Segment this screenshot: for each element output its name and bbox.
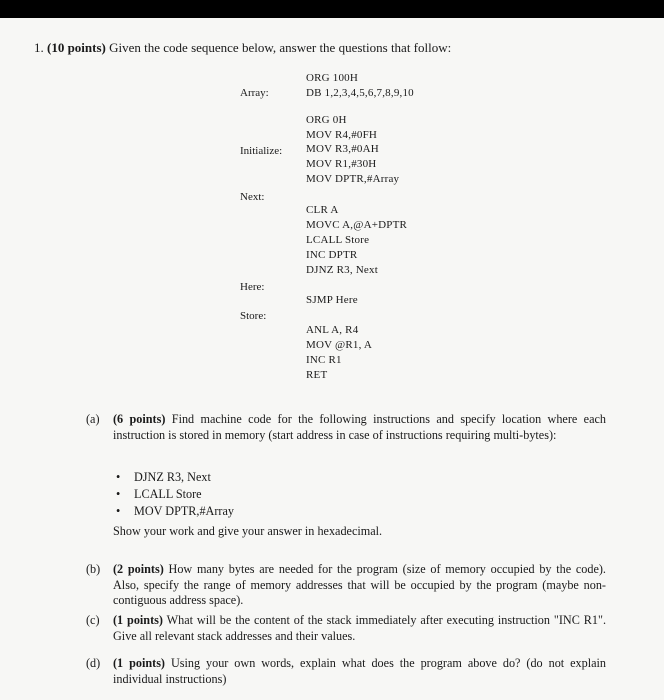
code-line: ANL A, R4 <box>306 324 359 336</box>
code-label-store: Store: <box>240 310 267 322</box>
part-a-bullet <box>116 487 202 502</box>
bullet-text: DJNZ R3, Next <box>134 470 211 484</box>
bullet-icon: • <box>116 487 121 501</box>
code-line: SJMP Here <box>306 294 358 306</box>
exam-sheet <box>0 18 664 700</box>
part-a-bullet <box>116 504 234 519</box>
code-line: MOV R4,#0FH <box>306 129 378 141</box>
code-label-next: Next: <box>240 191 265 203</box>
code-line: MOV @R1, A <box>306 339 373 351</box>
code-label-here: Here: <box>240 281 265 293</box>
code-line: INC DPTR <box>306 249 358 261</box>
part-a-points: (6 points) <box>113 412 166 426</box>
question-prompt: Given the code sequence below, answer the questions that follow: <box>109 40 452 55</box>
part-a-bullet <box>116 470 211 485</box>
part-c-text: What will be the content of the stack immediately after executing instruction "INC R1". Give all relevant stack addresses and their values. <box>113 613 606 643</box>
part-c-points: (1 points) <box>113 613 163 627</box>
code-line: MOV DPTR,#Array <box>306 173 400 185</box>
code-label-initialize: Initialize: <box>240 145 283 157</box>
part-c-tag: (c) <box>86 613 100 627</box>
code-line: DJNZ R3, Next <box>306 264 378 276</box>
code-line: MOV R1,#30H <box>306 158 377 170</box>
part-d-text: Using your own words, explain what does the program above do? (do not explain individual instructions) <box>113 656 606 686</box>
code-line: CLR A <box>306 204 339 216</box>
part-a-tag: (a) <box>86 412 100 426</box>
bullet-icon: • <box>116 504 121 518</box>
part-d <box>88 656 606 687</box>
question-header <box>34 40 451 56</box>
code-line: LCALL Store <box>306 234 370 246</box>
code-line: DB 1,2,3,4,5,6,7,8,9,10 <box>306 87 414 99</box>
code-line: ORG 100H <box>306 72 359 84</box>
bullet-text: LCALL Store <box>134 487 202 501</box>
question-number: 1. <box>34 40 44 55</box>
code-line: ORG 0H <box>306 114 347 126</box>
question-points: (10 points) <box>47 40 106 55</box>
code-line: INC R1 <box>306 354 342 366</box>
part-a-text: Find machine code for the following instructions and specify location where each instruction is stored in memory (start address in case of instructions requiring multi-bytes): <box>113 412 606 442</box>
code-line: MOV R3,#0AH <box>306 143 379 155</box>
part-b-points: (2 points) <box>113 562 164 576</box>
bullet-icon: • <box>116 470 121 484</box>
part-b <box>88 562 606 609</box>
part-d-points: (1 points) <box>113 656 165 670</box>
part-b-text: How many bytes are needed for the program (size of memory occupied by the code). Also, specify the range of memory addresses that will be occupied by the program (maybe non-contiguous address space). <box>113 562 606 607</box>
code-label-array: Array: <box>240 87 269 99</box>
part-d-tag: (d) <box>86 656 101 670</box>
part-c <box>88 613 606 644</box>
part-b-tag: (b) <box>86 562 101 576</box>
code-line: MOVC A,@A+DPTR <box>306 219 408 231</box>
part-a-note: Show your work and give your answer in hexadecimal. <box>113 524 383 538</box>
part-a <box>88 412 606 443</box>
code-line: RET <box>306 369 328 381</box>
bullet-text: MOV DPTR,#Array <box>134 504 234 518</box>
